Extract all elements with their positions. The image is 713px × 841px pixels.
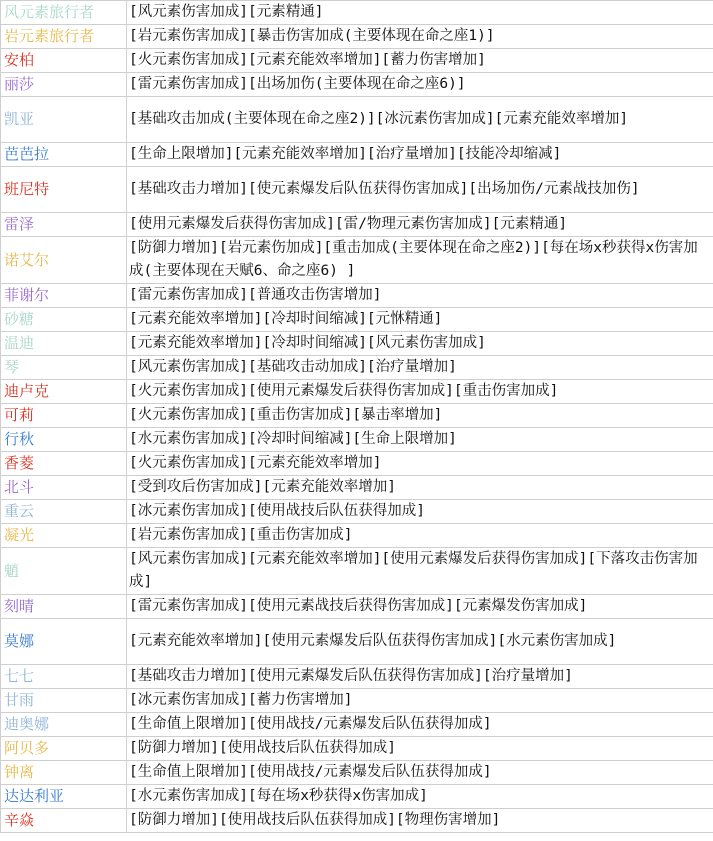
table-row xyxy=(1,665,713,689)
character-name: 迪奥娜 xyxy=(1,713,127,737)
table-row xyxy=(1,476,713,500)
character-effects: [火元素伤害加成][元素充能效率增加] xyxy=(127,452,713,476)
character-effects: [水元素伤害加成][冷却时间缩减][生命上限增加] xyxy=(127,428,713,452)
character-name: 风元素旅行者 xyxy=(1,1,127,25)
character-name: 凝光 xyxy=(1,524,127,548)
character-name: 莫娜 xyxy=(1,619,127,665)
table-row xyxy=(1,713,713,737)
table-body xyxy=(1,1,713,833)
character-name: 魈 xyxy=(1,548,127,595)
character-effects: [基础攻击力增加][使元素爆发后队伍获得伤害加成][出场加伤/元素战技加伤] xyxy=(127,167,713,213)
character-effects: [风元素伤害加成][元素精通] xyxy=(127,1,713,25)
character-effects: [风元素伤害加成][基础攻击动加成][治疗量增加] xyxy=(127,356,713,380)
character-name: 琴 xyxy=(1,356,127,380)
character-effects: [使用元素爆发后获得伤害加成][雷/物理元素伤害加成][元素精通] xyxy=(127,213,713,237)
character-effects: [生命值上限增加][使用战技/元素爆发后队伍获得加成] xyxy=(127,761,713,785)
character-effects: [元素充能效率增加][冷却时间缩减][元恘精通] xyxy=(127,308,713,332)
character-name: 辛焱 xyxy=(1,809,127,833)
character-name: 砂糖 xyxy=(1,308,127,332)
table-row xyxy=(1,167,713,213)
character-effects: [火元素伤害加成][元素充能效率增加][蓄力伤害增加] xyxy=(127,49,713,73)
character-name: 北斗 xyxy=(1,476,127,500)
character-name: 诺艾尔 xyxy=(1,237,127,284)
table-row xyxy=(1,500,713,524)
character-effects: [防御力增加][岩元素伤加成][重击加成(主要体现在命之座2)][每在场x秒获得x伤害加成(主要体现在天赋6、命之座6) ] xyxy=(127,237,713,284)
character-effects: [防御力增加][使用战技后队伍获得加成] xyxy=(127,737,713,761)
table-row xyxy=(1,73,713,97)
character-name: 安柏 xyxy=(1,49,127,73)
table-row xyxy=(1,332,713,356)
character-effects: [水元素伤害加成][每在场x秒获得x伤害加成] xyxy=(127,785,713,809)
table-row xyxy=(1,213,713,237)
character-effects: [防御力增加][使用战技后队伍获得加成][物理伤害增加] xyxy=(127,809,713,833)
character-name: 芭芭拉 xyxy=(1,143,127,167)
character-effects: [生命值上限增加][使用战技/元素爆发后队伍获得加成] xyxy=(127,713,713,737)
table-row xyxy=(1,284,713,308)
character-effects: [受到攻后伤害加成][元素充能效率增加] xyxy=(127,476,713,500)
character-effects: [元素充能效率增加][使用元素爆发后队伍获得伤害加成][水元素伤害加成] xyxy=(127,619,713,665)
table-row xyxy=(1,619,713,665)
table-row xyxy=(1,25,713,49)
character-name: 凯亚 xyxy=(1,97,127,143)
table-row xyxy=(1,404,713,428)
character-effects: [冰元素伤害加成][蓄力伤害增加] xyxy=(127,689,713,713)
character-effects: [火元素伤害加成][重击伤害加成][暴击率增加] xyxy=(127,404,713,428)
character-effects: [火元素伤害加成][使用元素爆发后获得伤害加成][重击伤害加成] xyxy=(127,380,713,404)
table-row xyxy=(1,595,713,619)
table-row xyxy=(1,689,713,713)
table-row xyxy=(1,237,713,284)
table-row xyxy=(1,356,713,380)
table-row xyxy=(1,49,713,73)
table-row xyxy=(1,308,713,332)
character-name: 七七 xyxy=(1,665,127,689)
table-row xyxy=(1,143,713,167)
character-name: 甘雨 xyxy=(1,689,127,713)
character-name: 钟离 xyxy=(1,761,127,785)
character-effects: [雷元素伤害加成][普通攻击伤害增加] xyxy=(127,284,713,308)
character-name: 菲谢尔 xyxy=(1,284,127,308)
character-name: 行秋 xyxy=(1,428,127,452)
character-name: 香菱 xyxy=(1,452,127,476)
table-row xyxy=(1,737,713,761)
character-effects: [冰元素伤害加成][使用战技后队伍获得加成] xyxy=(127,500,713,524)
character-effects: [元素充能效率增加][冷却时间缩减][风元素伤害加成] xyxy=(127,332,713,356)
table-row xyxy=(1,428,713,452)
character-name: 阿贝多 xyxy=(1,737,127,761)
character-effects: [岩元素伤害加成][重击伤害加成] xyxy=(127,524,713,548)
character-name: 可莉 xyxy=(1,404,127,428)
table-row xyxy=(1,1,713,25)
table-row xyxy=(1,524,713,548)
table-row xyxy=(1,97,713,143)
character-name: 班尼特 xyxy=(1,167,127,213)
character-effects: [风元素伤害加成][元素充能效率增加][使用元素爆发后获得伤害加成][下落攻击伤害加成] xyxy=(127,548,713,595)
character-name: 重云 xyxy=(1,500,127,524)
character-name: 岩元素旅行者 xyxy=(1,25,127,49)
character-effects: [雷元素伤害加成][出场加伤(主要体现在命之座6)] xyxy=(127,73,713,97)
character-name: 刻晴 xyxy=(1,595,127,619)
character-name: 达达利亚 xyxy=(1,785,127,809)
table-row xyxy=(1,809,713,833)
table-row xyxy=(1,380,713,404)
table-row xyxy=(1,548,713,595)
character-name: 丽莎 xyxy=(1,73,127,97)
character-name: 雷泽 xyxy=(1,213,127,237)
character-name: 迪卢克 xyxy=(1,380,127,404)
character-effects: [雷元素伤害加成][使用元素战技后获得伤害加成][元素爆发伤害加成] xyxy=(127,595,713,619)
character-effects: [生命上限增加][元素充能效率增加][治疗量增加][技能冷却缩减] xyxy=(127,143,713,167)
character-effects: [岩元素伤害加成][暴击伤害加成(主要体现在命之座1)] xyxy=(127,25,713,49)
table-row xyxy=(1,785,713,809)
character-effects: [基础攻击力增加][使用元素爆发后队伍获得伤害加成][治疗量增加] xyxy=(127,665,713,689)
table-row xyxy=(1,452,713,476)
table-row xyxy=(1,761,713,785)
character-effects: [基础攻击加成(主要体现在命之座2)][冰沅素伤害加成][元素充能效率增加] xyxy=(127,97,713,143)
character-name: 温迪 xyxy=(1,332,127,356)
